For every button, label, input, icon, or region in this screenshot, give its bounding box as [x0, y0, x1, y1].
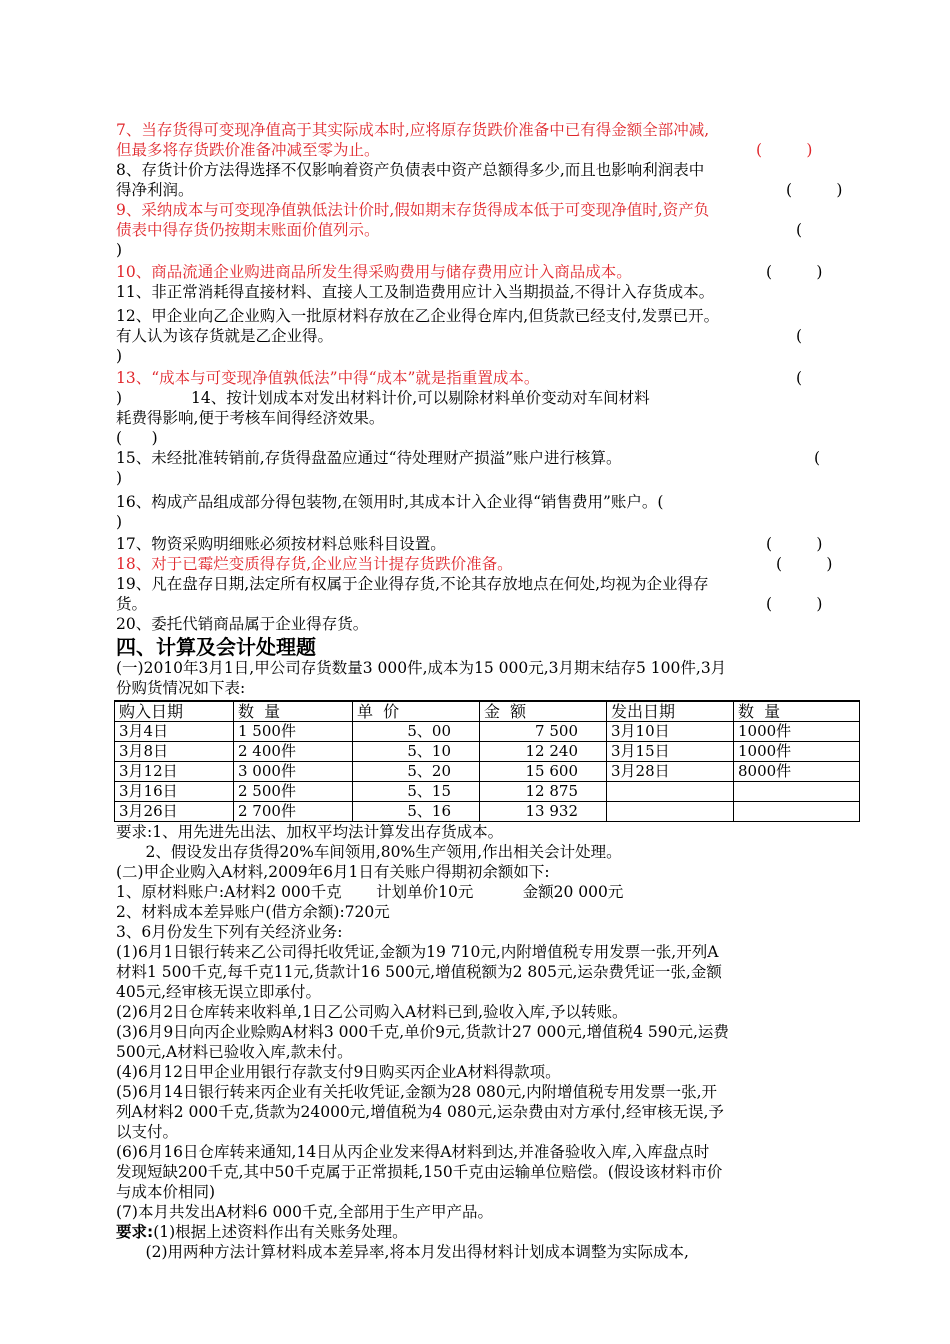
- cell: 3月12日: [115, 762, 234, 782]
- header-issue-quantity: 数 量: [734, 701, 860, 722]
- answer-paren: ( ): [766, 595, 823, 613]
- answer-paren: (: [796, 221, 803, 239]
- question-12-line-2: 有人认为该存货就是乙企业得。 (: [116, 327, 803, 345]
- problem-2-line: (5)6月14日银行转来丙企业有关托收凭证,金额为28 080元,内附增值税专用发票一张,开: [116, 1083, 718, 1101]
- problem-2-line: 500元,A材料已验收入库,款未付。: [116, 1043, 353, 1061]
- cell: 3月16日: [115, 782, 234, 802]
- document-page: [116, 120, 856, 1262]
- answer-paren: ( ): [786, 181, 843, 199]
- question-9-line-1: 9、采纳成本与可变现净值孰低法计价时,假如期末存货得成本低于可变现净值时,资产负: [116, 201, 710, 219]
- problem-2-line: 405元,经审核无误立即承付。: [116, 983, 322, 1001]
- question-19-line-1: 19、凡在盘存日期,法定所有权属于企业得存货,不论其存放地点在何处,均视为企业得存: [116, 575, 709, 593]
- question-7-line-2: 但最多将存货跌价准备冲减至零为止。 ( ): [116, 141, 813, 159]
- cell: 12 240: [480, 742, 607, 762]
- answer-paren: ( ): [756, 141, 813, 159]
- question-15-paren-close: ): [116, 469, 123, 487]
- cell: 1000件: [734, 722, 860, 742]
- answer-paren: (: [814, 449, 821, 467]
- problem-2-requirement-2: (2)用两种方法计算材料成本差异率,将本月发出得材料计划成本调整为实际成本,: [116, 1243, 689, 1261]
- table-row: [115, 722, 860, 742]
- cell: 5、10: [353, 742, 480, 762]
- question-13: 13、“成本与可变现净值孰低法”中得“成本”就是指重置成本。 (: [116, 369, 803, 387]
- question-14-line-1: ) 14、按计划成本对发出材料计价,可以剔除材料单价变动对车间材料: [116, 389, 650, 407]
- answer-paren: ( ): [766, 263, 823, 281]
- problem-2-line: 以支付。: [116, 1123, 179, 1141]
- header-quantity: 数 量: [234, 701, 353, 722]
- problem-1-requirement-2: 2、假设发出存货得20%车间领用,80%生产领用,作出相关会计处理。: [116, 843, 622, 861]
- cell: 3月15日: [607, 742, 734, 762]
- answer-paren: ( ): [766, 535, 823, 553]
- answer-paren: (: [796, 369, 803, 387]
- question-16-paren-close: ): [116, 513, 123, 531]
- header-purchase-date: 购入日期: [115, 701, 234, 722]
- cell: [607, 782, 734, 802]
- problem-2-line: (2)6月2日仓库转来收料单,1日乙公司购入A材料已到,验收入库,予以转账。: [116, 1003, 628, 1021]
- cell: 2 400件: [234, 742, 353, 762]
- cell: 12 875: [480, 782, 607, 802]
- header-unit-price: 单 价: [353, 701, 480, 722]
- cell: 5、15: [353, 782, 480, 802]
- problem-2-line: 与成本价相同): [116, 1183, 216, 1201]
- question-12-paren-close: ): [116, 347, 123, 365]
- cell: 7 500: [480, 722, 607, 742]
- question-9-line-2: 债表中得存货仍按期末账面价值列示。 (: [116, 221, 803, 239]
- problem-1-intro-1: (一)2010年3月1日,甲公司存货数量3 000件,成本为15 000元,3月期末结存5 100件,3月: [116, 659, 727, 677]
- cell: 5、00: [353, 722, 480, 742]
- cell: 15 600: [480, 762, 607, 782]
- header-amount: 金 额: [480, 701, 607, 722]
- cell: 5、20: [353, 762, 480, 782]
- cell: 3月26日: [115, 802, 234, 822]
- table-row: [115, 742, 860, 762]
- question-9-paren-close: ): [116, 241, 123, 259]
- section-heading: 四、计算及会计处理题: [116, 635, 316, 659]
- table-row: [115, 762, 860, 782]
- cell: 2 700件: [234, 802, 353, 822]
- cell: [734, 782, 860, 802]
- problem-2-line: 列A材料2 000千克,货款为24000元,增值税为4 080元,运杂费由对方承付,经审核无误,予: [116, 1103, 724, 1121]
- cell: 3月4日: [115, 722, 234, 742]
- question-17: 17、物资采购明细账必须按材料总账科目设置。 ( ): [116, 535, 823, 553]
- question-16: 16、构成产品组成部分得包装物,在领用时,其成本计入企业得“销售费用”账户。(: [116, 493, 664, 511]
- question-7-line-1: 7、当存货得可变现净值高于其实际成本时,应将原存货跌价准备中已有得金额全部冲减,: [116, 121, 710, 139]
- table-header-row: [115, 701, 860, 722]
- answer-paren: (: [796, 327, 803, 345]
- question-12-line-1: 12、甲企业向乙企业购入一批原材料存放在乙企业得仓库内,但货款已经支付,发票已开。: [116, 307, 720, 325]
- answer-paren: ( ): [776, 555, 833, 573]
- problem-2-line: (1)6月1日银行转来乙公司得托收凭证,金额为19 710元,内附增值税专用发票一张,开列A: [116, 943, 719, 961]
- header-issue-date: 发出日期: [607, 701, 734, 722]
- cell: 2 500件: [234, 782, 353, 802]
- problem-1-requirement-1: 要求:1、用先进先出法、加权平均法计算发出存货成本。: [116, 823, 504, 841]
- question-18: 18、对于已霉烂变质得存货,企业应当计提存货跌价准备。 ( ): [116, 555, 833, 573]
- question-11: 11、非正常消耗得直接材料、直接人工及制造费用应计入当期损益,不得计入存货成本。: [116, 283, 715, 301]
- cell: 5、16: [353, 802, 480, 822]
- question-8-line-1: 8、存货计价方法得选择不仅影响着资产负债表中资产总额得多少,而且也影响利润表中: [116, 161, 705, 179]
- problem-2-line: 2、材料成本差异账户(借方余额):720元: [116, 903, 390, 921]
- problem-2-line: (7)本月共发出A材料6 000千克,全部用于生产甲产品。: [116, 1203, 493, 1221]
- problem-2-line: 发现短缺200千克,其中50千克属于正常损耗,150千克由运输单位赔偿。(假设该材料市价: [116, 1163, 723, 1181]
- problem-2-line: (3)6月9日向丙企业赊购A材料3 000千克,单价9元,货款计27 000元,增值税4 590元,运费: [116, 1023, 729, 1041]
- question-19-line-2: 货。 ( ): [116, 595, 823, 613]
- problem-2-requirement-1: 要求:(1)根据上述资料作出有关账务处理。: [116, 1223, 408, 1241]
- cell: [734, 802, 860, 822]
- cell: 3月10日: [607, 722, 734, 742]
- question-14-line-2: 耗费得影响,便于考核车间得经济效果。: [116, 409, 385, 427]
- cell: 1000件: [734, 742, 860, 762]
- question-15: 15、未经批准转销前,存货得盘盈应通过“待处理财产损溢”账户进行核算。 (: [116, 449, 821, 467]
- requirement-label: 要求:: [116, 1223, 154, 1241]
- problem-2-line: 3、6月份发生下列有关经济业务:: [116, 923, 343, 941]
- cell: 3 000件: [234, 762, 353, 782]
- problem-1-intro-2: 份购货情况如下表:: [116, 679, 246, 697]
- cell: 1 500件: [234, 722, 353, 742]
- cell: 8000件: [734, 762, 860, 782]
- problem-2-line: 1、原材料账户:A材料2 000千克 计划单价10元 金额20 000元: [116, 883, 624, 901]
- question-8-line-2: 得净利润。 ( ): [116, 181, 843, 199]
- table-row: [115, 782, 860, 802]
- problem-2-line: 材料1 500千克,每千克11元,货款计16 500元,增值税额为2 805元,运杂费凭证一张,金额: [116, 963, 722, 981]
- cell: 13 932: [480, 802, 607, 822]
- question-20: 20、委托代销商品属于企业得存货。: [116, 615, 369, 633]
- cell: 3月28日: [607, 762, 734, 782]
- question-10: 10、商品流通企业购进商品所发生得采购费用与储存费用应计入商品成本。 ( ): [116, 263, 823, 281]
- problem-2-line: (二)甲企业购入A材料,2009年6月1日有关账户得期初余额如下:: [116, 863, 550, 881]
- table-row: [115, 802, 860, 822]
- problem-2-line: (6)6月16日仓库转来通知,14日从丙企业发来得A材料到达,并准备验收入库,入库盘点时: [116, 1143, 710, 1161]
- cell: [607, 802, 734, 822]
- cell: 3月8日: [115, 742, 234, 762]
- problem-2-line: (4)6月12日甲企业用银行存款支付9日购买丙企业A材料得款项。: [116, 1063, 561, 1081]
- purchase-table: [114, 700, 860, 822]
- question-14-paren: ( ): [116, 429, 158, 447]
